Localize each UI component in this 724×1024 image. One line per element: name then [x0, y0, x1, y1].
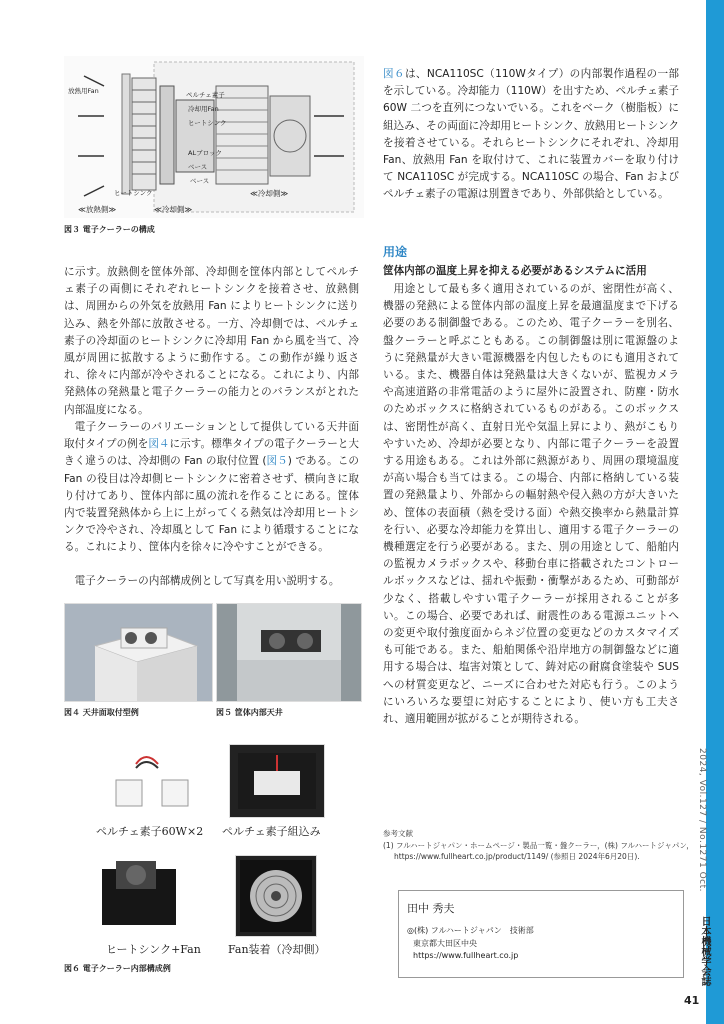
cabinet-ceiling-photo	[217, 604, 361, 701]
label-fan-hot: 放熱用Fan	[68, 87, 99, 95]
label-heatsink-hot: ヒートシンク	[114, 189, 153, 197]
reference-1: (1) フルハートジャパン・ホームページ・製品一覧・盤クーラー，(株) フルハートジャパン，	[383, 841, 694, 850]
figure-6-photo-embedded	[229, 744, 325, 818]
label-fan-cold: 冷却用Fan	[188, 105, 219, 113]
peltier-elements-photo	[86, 746, 212, 816]
peltier-embedded-photo	[230, 745, 324, 817]
author-url[interactable]: https://www.fullheart.co.jp	[413, 951, 519, 960]
figure-4-ref[interactable]: 図４	[148, 438, 170, 451]
left-paragraph-2	[64, 419, 359, 557]
figure-4-photo	[64, 603, 213, 702]
sidebar-stripe	[706, 0, 724, 1024]
figure-3-caption: 図３ 電子クーラーの構成	[64, 225, 155, 234]
figure-6-ref[interactable]: 図６	[383, 68, 405, 80]
section-heading: 用途	[383, 245, 408, 259]
figure-4-caption: 図４ 天井面取付型例	[64, 708, 139, 717]
left-p2-text-a: 電子クーラーのバリエーションとして提供している天井面取付タイプの例を	[64, 421, 359, 451]
references-title: 参考文献	[383, 829, 413, 838]
right-paragraph-1	[383, 66, 679, 204]
figure-6-photo-fan	[235, 855, 317, 937]
author-box	[398, 890, 684, 978]
author-name: 田中 秀夫	[407, 902, 455, 915]
figure-6-label-3: ヒートシンク+Fan	[106, 943, 201, 956]
figure-5-ref[interactable]: 図５	[266, 455, 288, 468]
figure-6-label-4: Fan装着（冷却側）	[228, 943, 326, 956]
figure-6-label-1: ペルチェ素子60W×2	[96, 825, 204, 838]
figure-6-photo-peltier	[86, 746, 212, 816]
label-base: ベース	[190, 177, 210, 185]
peltier-cooler-diagram	[64, 56, 364, 218]
right-p1-text: は、NCA110SC（110Wタイプ）の内部製作過程の一部を示している。冷却能力（110W）を出すため、ペルチェ素子 60W 二つを直列につないでいる。これをベーク（樹脂板）に組込み、その両面に冷却用ヒートシンク、放熱用ヒートシンクを接着させている。それらヒートシンクにそれぞれ、冷却用 Fan、放熱用 Fan を取付けて、これに装置カバーを取り付けて NCA110SC が完成する。NCA110SC の場合、Fan およびペルチェ素子の電源は別置きであり、外部供給としている。	[383, 68, 680, 201]
label-cold-side: ≪冷却側≫	[250, 189, 289, 198]
right-paragraph-2: 用途として最も多く適用されているのが、密閉性が高く、機器の発熱による筐体内部の温度上昇を最適温度まで下げる必要のある制御盤である。このため、電子クーラーを別名、盤クーラーと呼ぶこともある。この制御盤は別に電源盤のように発熱量が大きい電源機器を内包したものにも適用されている。また、機器自体は発熱量は大きくないが、監視カメラや高速道路の非常電話のように屋外に設置され、防塵・防水のためボックスに格納されているものがある。このボックスは、密閉性が高く、直射日光や気温上昇により、熱がこもりやすいため、冷却が必要となり、内部に電子クーラーを設置する用途もある。これは外部に熱源があり、周囲の環境温度が高い場合も当てはまる。この場合、内部に格納している装置の発熱量より、外部からの輻射熱や侵入熱の方が大きいため、筐体の表面積（熱を受ける面）や熱交換率から熱量計算を行い、必要な冷却能力を算出し、適用する電子クーラーの機種選定を行う必要がある。また、別の用途として、船舶内の監視カメラボックスや、移動台車に搭載されたコントロールボックスなどは、揺れや振動・衝撃があるため、可動部が少なく、搭載しやすい電子クーラーが採用されることが多い。この場合、必要であれば、耐震性のある電源ユニットへの変更や取付強度面からネジ位置の変更などのカスタマイズも可能である。また、船舶関係や沿岸地方の制御盤などに適用する場合は、塩害対策として、鋳対応の耐腐食塗装や SUS への材質変更など、ニーズに合わせた対応も行う。このようにいろいろな要望に対応することにより、使い方も工夫され、適用範囲が拡がることが期待される。	[383, 283, 679, 726]
left-p2-text-c: ) である。この Fan の役目は冷却側ヒートシンクに密着させず、横向きに取り付けてあり、筐体内部に風の流れを作ることにある。筐体内で装置発熱体から上に上がってくる熱気は冷却用ヒートシンクで冷やされ、冷却風として Fan により循環することになる。これにより、筐体内を徐々に冷やすことができる。	[64, 455, 360, 554]
left-paragraph-3: 電子クーラーの内部構成例として写真を用い説明する。	[74, 575, 340, 587]
label-cold-side-small: ≪冷却側≫	[154, 205, 193, 214]
figure-6-photo-heatsink	[96, 855, 182, 935]
figure-3-diagram	[64, 56, 364, 218]
author-address: 東京都大田区中央	[413, 939, 477, 948]
author-affiliation: ◎(株) フルハートジャパン 技術部	[407, 926, 534, 935]
page-number: 41	[684, 994, 700, 1007]
label-peltier: ペルチェ素子	[186, 91, 225, 99]
label-ba: ベース	[188, 163, 208, 171]
reference-1-url: https://www.fullheart.co.jp/product/1149/ (参照日 2024年6月20日).	[394, 852, 640, 861]
label-alblock: ALブロック	[188, 149, 222, 157]
figure-6-caption: 図６ 電子クーラー内部構成例	[64, 964, 171, 973]
heatsink-fan-photo	[96, 855, 182, 935]
fan-mounted-photo	[236, 856, 316, 936]
figure-6-label-2: ペルチェ素子組込み	[222, 825, 321, 838]
section-subheading: 筐体内部の温度上昇を抑える必要があるシステムに活用	[383, 265, 647, 277]
volume-info: 2024, Vol.127 / No.1271 Oct.	[697, 748, 707, 893]
figure-5-caption: 図５ 筐体内部天井	[216, 708, 283, 717]
label-heatsink-cold: ヒートシンク	[188, 119, 227, 127]
figure-5-photo	[216, 603, 362, 702]
left-paragraph-1: に示す。放熱側を筐体外部、冷却側を筐体内部としてペルチェ素子の両側にそれぞれヒートシンクを接着させ、放熱側は、周囲からの外気を放熱用 Fan によりヒートシンクに送り込み、熱を外部に放散させる。一方、冷却側では、ペルチェ素子の冷却面のヒートシンクに冷却用 Fan から風を当て、冷風が周囲に拡散するように動作する。この動作が繰り返され、徐々に内部が冷やされることになる。これにより、内部発熱体の発熱量と電子クーラーの能力とのバランスがとれた内部温度になる。	[64, 266, 359, 416]
ceiling-cooler-photo	[65, 604, 212, 701]
journal-name: 日本機械学会誌	[699, 916, 710, 986]
label-hot-side: ≪放熱側≫	[78, 205, 117, 214]
left-p2-text-b: に示す。標準タイプの電子クーラーと大きく違うのは、冷却側の Fan の取付位置 (	[64, 438, 360, 468]
